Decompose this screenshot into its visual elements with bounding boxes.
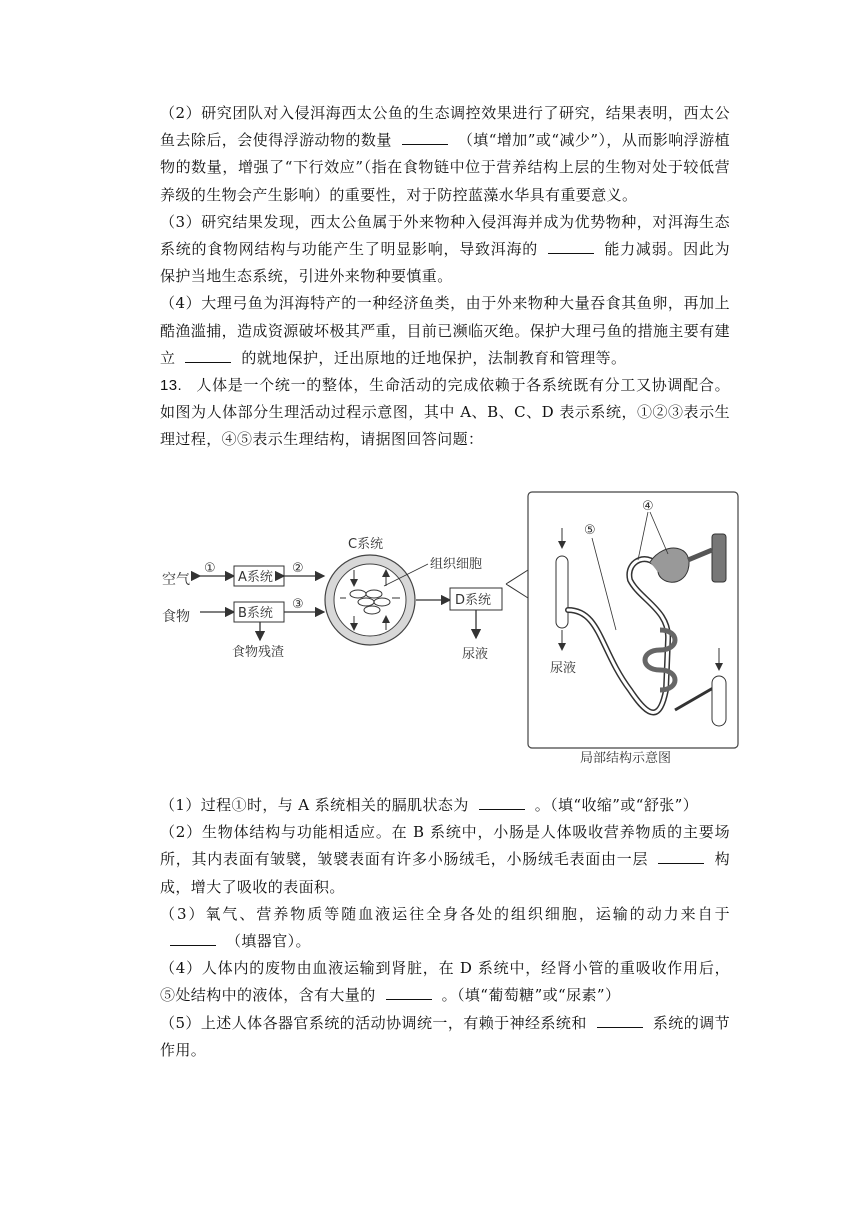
- cell-shape: [364, 606, 380, 614]
- step-3: ③: [292, 597, 304, 612]
- q13-sub2: （2）生物体结构与功能相适应。在 B 系统中，小肠是人体吸收营养物质的主要场所，其内表面有皱襞，皱襞表面有许多小肠绒毛，小肠绒毛表面由一层 构成，增大了吸收的表面积。: [160, 823, 730, 896]
- q12-part2: （2）研究团队对入侵洱海西太公鱼的生态调控效果进行了研究，结果表明，西太公鱼去除后，会使得浮游动物的数量 （填“增加”或“减少”），从而影响浮游植物的数量，增强了“下行效应”（指在食物链中位于营养结构上层的生物对处于较低营养级的生物会产生影响）的重要性，对于防控蓝藻水华具有重要意义。: [160, 104, 730, 204]
- food-residue-label: 食物残渣: [232, 645, 285, 660]
- q13-sub1: （1）过程①时，与 A 系统相关的膈肌状态为 。（填“收缩”或“舒张”）: [160, 796, 699, 814]
- cell-shape: [350, 590, 366, 598]
- answer-blank: [402, 130, 448, 145]
- d-system-label: D系统: [455, 593, 492, 608]
- tissue-cell-label: 组织细胞: [430, 557, 483, 572]
- b-system-label: B系统: [238, 606, 273, 621]
- physiology-diagram: [160, 490, 740, 770]
- collecting-duct: [556, 556, 568, 628]
- air-label: 空气: [162, 572, 190, 588]
- q13-sub5: （5）上述人体各器官系统的活动协调统一，有赖于神经系统和 系统的调节作用。: [160, 1013, 730, 1059]
- urine-inset-label: 尿液: [550, 661, 577, 676]
- diagram-svg: [160, 490, 740, 770]
- food-label: 食物: [162, 609, 190, 625]
- struct-5-label: ⑤: [584, 523, 596, 538]
- cell-shape: [358, 598, 374, 606]
- blood-vessel: [712, 534, 726, 582]
- q12-part3: （3）研究结果发现，西太公鱼属于外来物种入侵洱海并成为优势物种，对洱海生态系统的食物网结构与功能产生了明显影响，导致洱海的 能力减弱。因此为保护当地生态系统，引进外来物种要慎重。: [160, 212, 730, 286]
- q13-stem: 13. 人体是一个统一的整体，生命活动的完成依赖于各系统既有分工又协调配合。如图为人体部分生理活动过程示意图，其中 A、B、C、D 表示系统，①②③表示生理过程，④⑤表示生理结构，请据图回答问题：: [160, 376, 730, 449]
- vein: [712, 676, 726, 726]
- cell-shape: [366, 590, 382, 598]
- question-12-continuation: [160, 100, 730, 454]
- answer-blank: [386, 985, 432, 1000]
- a-system-label: A系统: [238, 570, 273, 585]
- answer-blank: [185, 348, 231, 363]
- answer-blank: [597, 1013, 643, 1028]
- question-number: 13.: [160, 377, 183, 395]
- step-1: ①: [204, 561, 216, 576]
- answer-blank: [548, 239, 594, 254]
- step-2: ②: [292, 561, 304, 576]
- urine-label: 尿液: [462, 647, 489, 662]
- question-13-subquestions: [160, 792, 730, 1064]
- q13-sub4: （4）人体内的废物由血液运输到肾脏，在 D 系统中，经肾小管的重吸收作用后，⑤处结构中的液体，含有大量的 。（填“葡萄糖”或“尿素”）: [160, 959, 730, 1005]
- q13-sub3: （3）氧气、营养物质等随血液运往全身各处的组织细胞，运输的动力来自于（填器官）。: [160, 904, 730, 951]
- answer-blank: [170, 931, 216, 946]
- cell-shape: [374, 598, 390, 606]
- struct-4-label: ④: [642, 499, 654, 514]
- answer-blank: [658, 849, 704, 864]
- callout-pointer: [506, 570, 528, 598]
- c-system-label: C系统: [348, 537, 384, 552]
- inset-caption: 局部结构示意图: [580, 751, 672, 766]
- answer-blank: [479, 795, 525, 810]
- q12-part4: （4）大理弓鱼为洱海特产的一种经济鱼类，由于外来物种大量吞食其鱼卵，再加上酷渔滥捕，造成资源破坏极其严重，目前已濒临灭绝。保护大理弓鱼的措施主要有建立 的就地保护，迁出原地的迁地保护，法制教育和管理等。: [160, 294, 730, 367]
